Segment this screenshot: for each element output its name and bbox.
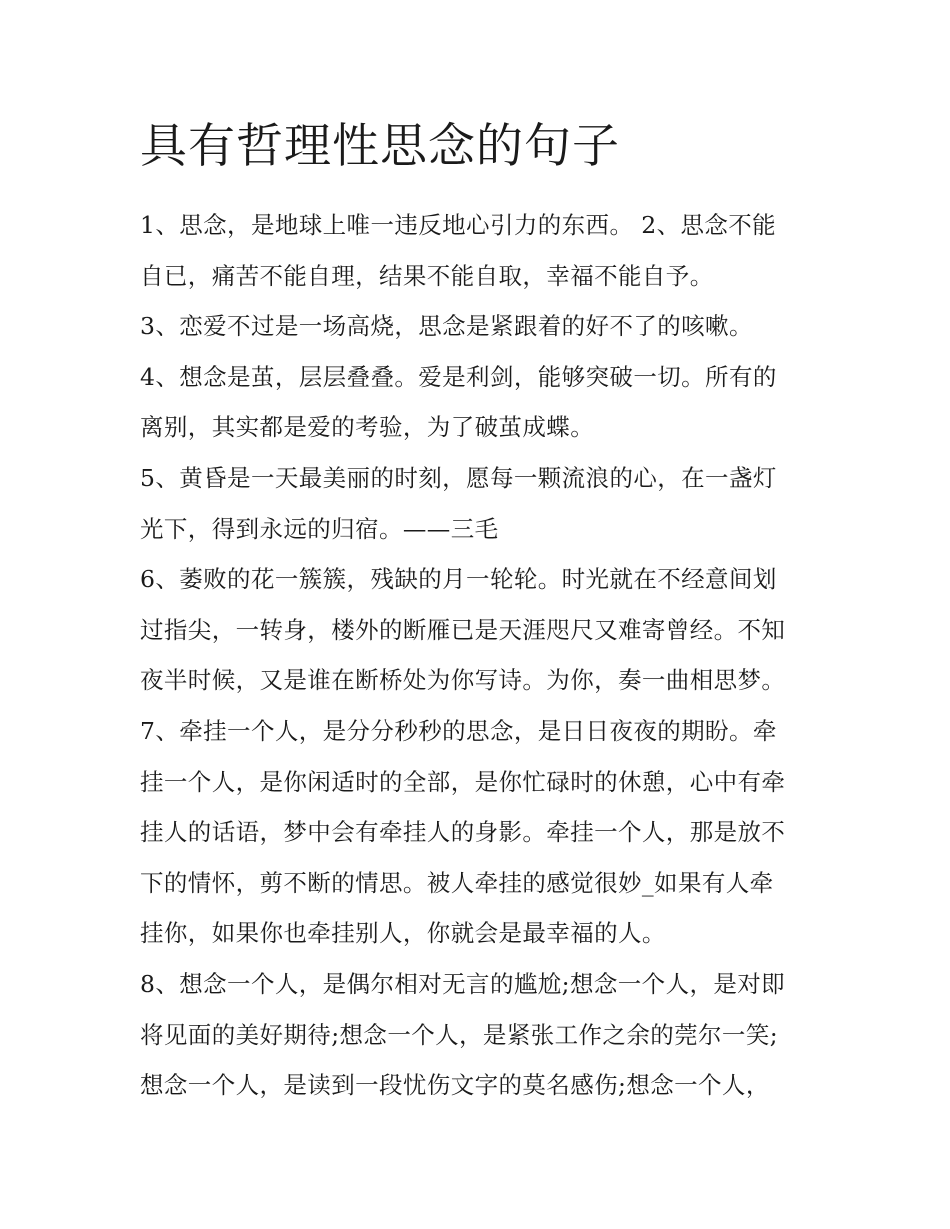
text-line: 3、恋爱不过是一场高烧，思念是紧跟着的好不了的咳嗽。: [140, 312, 753, 341]
text-line: 下的情怀，剪不断的情思。被人牵挂的感觉很妙_如果有人牵: [140, 868, 774, 897]
text-line: 夜半时候，又是谁在断桥处为你写诗。为你，奏一曲相思梦。: [140, 666, 786, 695]
text-line: 1、思念，是地球上唯一违反地心引力的东西。 2、思念不能: [140, 211, 777, 239]
body-text: [140, 200, 840, 1111]
text-line: 挂你，如果你也牵挂别人，你就会是最幸福的人。: [140, 919, 666, 948]
text-line: 过指尖，一转身，楼外的断雁已是天涯咫尺又难寄曾经。不知: [140, 615, 786, 644]
text-line: 7、牵挂一个人，是分分秒秒的思念，是日日夜夜的期盼。牵: [140, 716, 777, 745]
text-line: 自已，痛苦不能自理，结果不能自取，幸福不能自予。: [140, 261, 714, 290]
text-line: 8、想念一个人，是偶尔相对无言的尴尬;想念一个人，是对即: [140, 969, 786, 998]
text-line: 5、黄昏是一天最美丽的时刻，愿每一颗流浪的心，在一盏灯: [140, 463, 777, 492]
text-line: 想念一个人，是读到一段忧伤文字的莫名感伤;想念一个人，: [140, 1071, 770, 1100]
text-line: 将见面的美好期待;想念一个人，是紧张工作之余的莞尔一笑;: [140, 1020, 779, 1049]
text-line: 离别，其实都是爱的考验，为了破茧成蝶。: [140, 413, 595, 442]
text-line: 光下，得到永远的归宿。——三毛: [140, 514, 499, 543]
text-line: 6、萎败的花一簇簇，残缺的月一轮轮。时光就在不经意间划: [140, 565, 777, 594]
text-line: 4、想念是茧，层层叠叠。爱是利剑，能够突破一切。所有的: [140, 362, 777, 391]
text-line: 挂人的话语，梦中会有牵挂人的身影。牵挂一个人，那是放不: [140, 818, 786, 847]
text-line: 挂一个人，是你闲适时的全部，是你忙碌时的休憩，心中有牵: [140, 767, 786, 796]
page-title: 具有哲理性思念的句子: [140, 119, 620, 174]
